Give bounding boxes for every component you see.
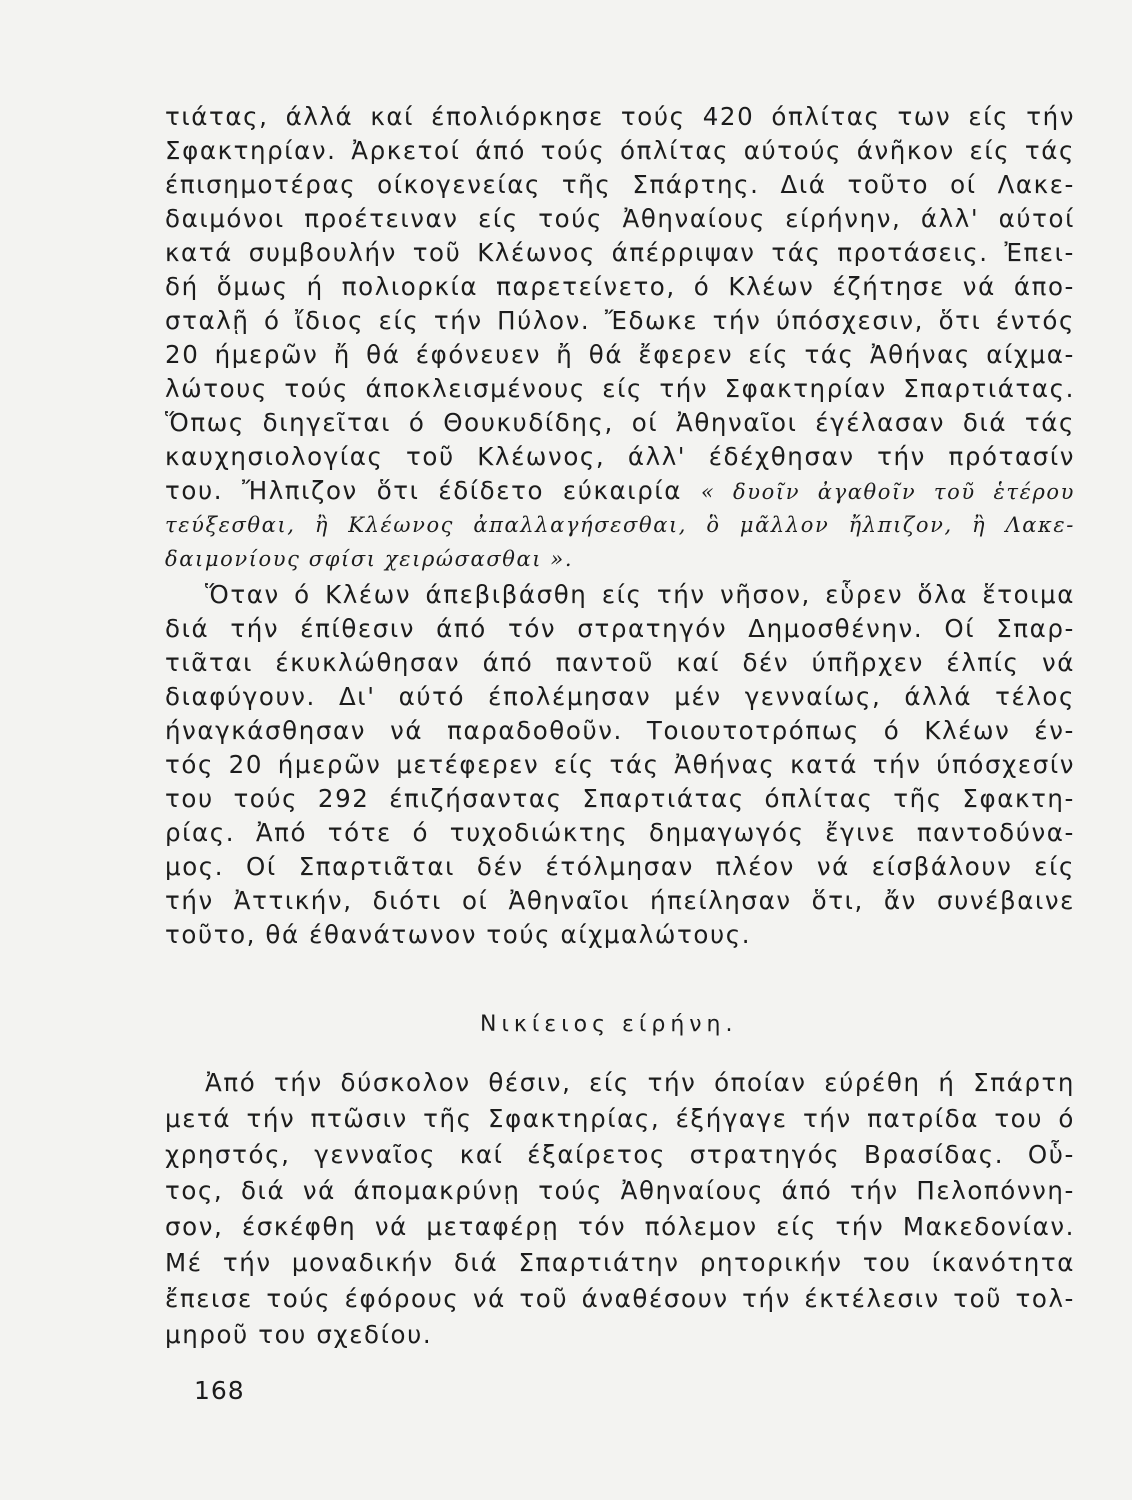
- text-line: κατά συμβουλήν τοῦ Κλέωνος άπέρριψαν τάς προτάσεις. Ἐπει-: [165, 238, 1075, 267]
- text-line-with-quote: [165, 474, 1075, 508]
- text-line: δή ὅμως ή πολιορκία παρετείνετο, ό Κλέων έζήτησε νά άπο-: [165, 272, 1075, 301]
- text-line: ρίας. Ἀπό τότε ό τυχοδιώκτης δημαγωγός ἔγινε παντοδύνα-: [165, 818, 1075, 847]
- text-line: διά τήν έπίθεσιν άπό τόν στρατηγόν Δημοσθένην. Οί Σπαρ-: [165, 614, 1075, 643]
- text-line: του τούς 292 έπιζήσαντας Σπαρτιάτας όπλίτας τῆς Σφακτη-: [165, 784, 1075, 813]
- text-line: Ὅπως διηγεῖται ό Θουκυδίδης, οί Ἀθηναῖοι έγέλασαν διά τάς: [165, 408, 1075, 437]
- page-number: 168: [194, 1376, 245, 1405]
- text-line: Ἀπό τήν δύσκολον θέσιν, είς τήν όποίαν εύρέθη ή Σπάρτη: [205, 1068, 1075, 1097]
- text-line: τοῦτο, θά έθανάτωνον τούς αίχμαλώτους.: [165, 920, 752, 949]
- text-line: έπισημοτέρας οίκογενείας τῆς Σπάρτης. Διά τοῦτο οί Λακε-: [165, 170, 1075, 199]
- quote-line: δαιμονίους σφίσι χειρώσασθαι ».: [165, 547, 574, 571]
- quote-line: τεύξεσθαι, ἢ Κλέωνος ἀπαλλαγήσεσθαι, ὃ μᾶλλον ἤλπιζον, ἢ Λακε-: [165, 513, 1075, 537]
- text-line: χρηστός, γενναῖος καί έξαίρετος στρατηγός Βρασίδας. Οὗ-: [165, 1140, 1075, 1169]
- text-line: τος, διά νά άπομακρύνῃ τούς Ἀθηναίους άπό τήν Πελοπόννη-: [165, 1176, 1075, 1205]
- text-line: τήν Ἀττικήν, διότι οί Ἀθηναῖοι ήπείλησαν ὅτι, ἄν συνέβαινε: [165, 886, 1075, 915]
- text-line: σον, έσκέφθη νά μεταφέρῃ τόν πόλεμον είς τήν Μακεδονίαν.: [165, 1212, 1075, 1241]
- text-line: Σφακτηρίαν. Ἀρκετοί άπό τούς όπλίτας αύτούς άνῆκον είς τάς: [165, 136, 1075, 165]
- text-line: τιᾶται έκυκλώθησαν άπό παντοῦ καί δέν ύπῆρχεν έλπίς νά: [165, 648, 1075, 677]
- text-line: Ὅταν ό Κλέων άπεβιβάσθη είς τήν νῆσον, εὗρεν ὅλα ἕτοιμα: [205, 580, 1075, 609]
- section-heading: Νικίειος είρήνη.: [480, 1012, 738, 1037]
- quote-segment: « δυοῖν ἀγαθοῖν τοῦ ἑτέρου: [700, 480, 1076, 504]
- text-line: καυχησιολογίας τοῦ Κλέωνος, άλλ' έδέχθησαν τήν πρότασίν: [165, 442, 1075, 471]
- text-line: μηροῦ του σχεδίου.: [165, 1320, 433, 1349]
- text-line: Μέ τήν μοναδικήν διά Σπαρτιάτην ρητορικήν του ίκανότητα: [165, 1248, 1075, 1277]
- text-line: ήναγκάσθησαν νά παραδοθοῦν. Τοιουτοτρόπως ό Κλέων έν-: [165, 716, 1075, 745]
- text-segment: του. Ἤλπιζον ὅτι έδίδετο εύκαιρία: [165, 476, 682, 505]
- text-line: διαφύγουν. Δι' αύτό έπολέμησαν μέν γενναίως, άλλά τέλος: [165, 682, 1075, 711]
- text-line: μετά τήν πτῶσιν τῆς Σφακτηρίας, έξήγαγε τήν πατρίδα του ό: [165, 1104, 1075, 1133]
- text-line: τιάτας, άλλά καί έπολιόρκησε τούς 420 όπλίτας των είς τήν: [165, 102, 1075, 131]
- text-line: μος. Οί Σπαρτιᾶται δέν έτόλμησαν πλέον νά είσβάλουν είς: [165, 852, 1075, 881]
- text-line: τός 20 ήμερῶν μετέφερεν είς τάς Ἀθήνας κατά τήν ύπόσχεσίν: [165, 750, 1075, 779]
- text-line: ἔπεισε τούς έφόρους νά τοῦ άναθέσουν τήν έκτέλεσιν τοῦ τολ-: [165, 1284, 1075, 1313]
- text-line: σταλῇ ό ἴδιος είς τήν Πύλον. Ἔδωκε τήν ύπόσχεσιν, ὅτι έντός: [165, 306, 1075, 335]
- text-line: λώτους τούς άποκλεισμένους είς τήν Σφακτηρίαν Σπαρτιάτας.: [165, 374, 1075, 403]
- text-line: δαιμόνοι προέτειναν είς τούς Ἀθηναίους είρήνην, άλλ' αύτοί: [165, 204, 1075, 233]
- text-line: 20 ήμερῶν ἤ θά έφόνευεν ἤ θά ἔφερεν είς τάς Ἀθήνας αίχμα-: [165, 340, 1075, 369]
